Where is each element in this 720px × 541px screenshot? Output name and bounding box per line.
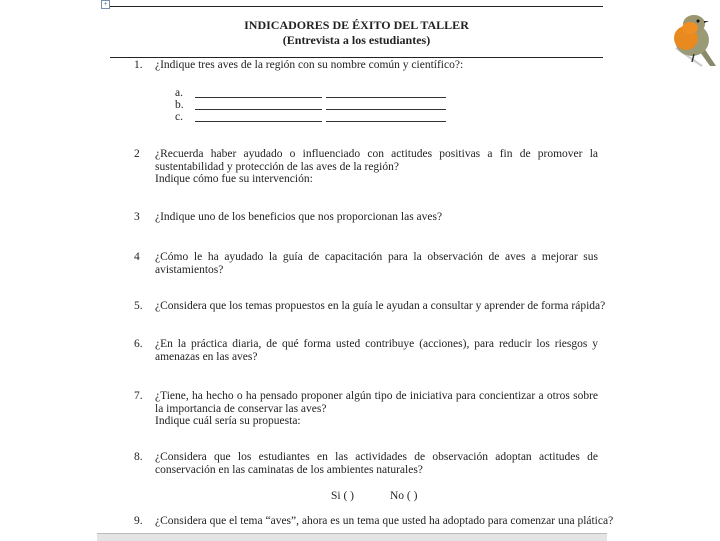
question-text: ¿Tiene, ha hecho o ha pensado proponer algún tipo de iniciativa para concientizar a otros sobre la importancia de conservar las aves? [155,390,598,415]
option-a-label: a. [175,87,183,99]
top-rule [110,6,603,7]
table-move-handle-icon[interactable]: + [101,0,110,9]
question-1: ¿Indique tres aves de la región con su nombre común y científico?: [155,59,464,71]
answer-blank[interactable] [326,97,446,98]
answer-blank[interactable] [195,121,322,122]
answer-blank[interactable] [326,109,446,110]
question-number: 8. [134,451,143,463]
question-number: 5. [134,300,143,312]
question-text: ¿Recuerda haber ayudado o influenciado con actitudes positivas a fin de promover la sustentabilidad y protección de las aves de la región? [155,148,598,173]
question-number: 7. [134,390,143,402]
question-7 [155,390,598,428]
question-number: 4 [134,251,140,263]
answer-blank[interactable] [326,121,446,122]
document-title: INDICADORES DE ÉXITO DEL TALLER [244,18,469,32]
question-number: 6. [134,338,143,350]
document-subtitle: (Entrevista a los estudiantes) [282,33,431,47]
question-3: ¿Indique uno de los beneficios que nos proporcionan las aves? [155,211,443,223]
robin-bird-icon [664,6,720,70]
question-2 [155,148,598,186]
option-b-label: b. [175,99,184,111]
question-number: 9. [134,515,143,527]
question-9: ¿Considera que el tema “aves”, ahora es un tema que usted ha adoptado para comenzar una plática? [155,515,614,527]
question-followup: Indique cuál sería su propuesta: [155,415,301,427]
question-8: ¿Considera que los estudiantes en las actividades de observación adoptan actitudes de conservación en las caminatas de los ambientes naturales? [155,451,598,476]
header-rule [110,57,603,58]
question-number: 1. [134,59,143,71]
answer-blank[interactable] [195,109,322,110]
answer-blank[interactable] [195,97,322,98]
question-followup: Indique cómo fue su intervención: [155,173,313,185]
question-5: ¿Considera que los temas propuestos en la guía le ayudan a consultar y aprender de forma rápida? [155,300,606,312]
question-number: 3 [134,211,140,223]
option-c-label: c. [175,111,183,123]
question-number: 2 [134,148,140,160]
no-option[interactable]: No ( ) [390,490,418,502]
question-4: ¿Cómo le ha ayudado la guía de capacitación para la observación de aves a mejorar sus avistamientos? [155,251,598,276]
si-option[interactable]: Si ( ) [331,490,354,502]
question-6: ¿En la práctica diaria, de qué forma usted contribuye (acciones), para reducir los riesgos y amenazas en las aves? [155,338,598,363]
